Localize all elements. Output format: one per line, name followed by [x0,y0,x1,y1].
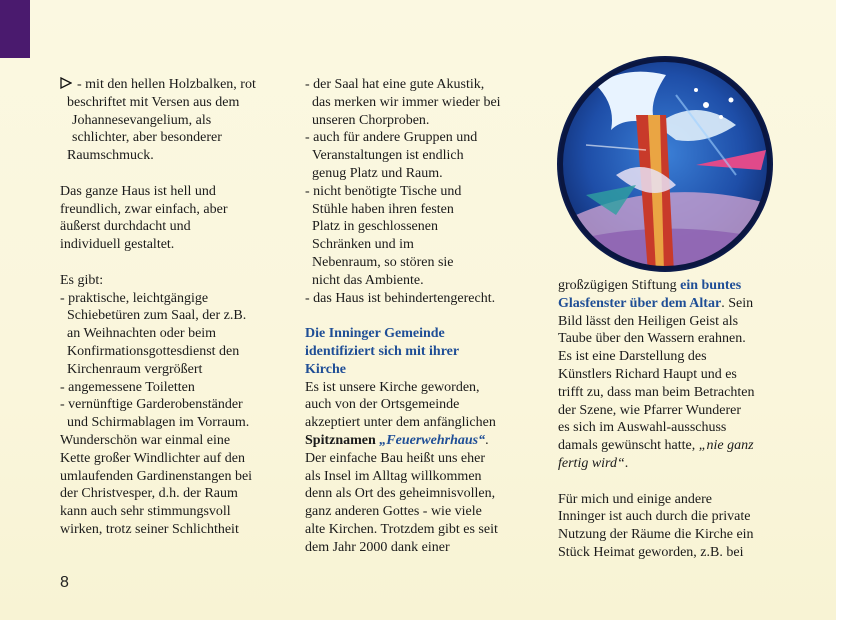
text-column-3 [558,277,783,562]
col3-line: Bild lässt den Heiligen Geist als [558,313,739,329]
col2-line: - der Saal hat eine gute Akustik, [305,77,485,92]
col1-line: Das ganze Haus ist hell und [60,183,216,199]
col2-line: Schränken und im [312,237,414,253]
col2-line: alte Kirchen. Trotzdem gibt es seit [305,521,498,537]
col1-line: äußerst durchdacht und [60,219,191,235]
col2-line: nicht das Ambiente. [312,272,424,288]
col1-line: kann auch sehr stimmungsvoll [60,504,231,520]
quote-text: fertig wird“ [558,455,625,471]
col2-line: Nebenraum, so stören sie [312,254,454,270]
col2-line: Der einfache Bau heißt uns eher [305,450,485,466]
col1-line: - praktische, leichtgängige [60,290,209,306]
col3-line: Nutzung der Räume die Kirche ein [558,527,754,543]
col3-line: Für mich und einige andere [558,491,712,507]
col2-line: unseren Chorproben. [312,112,430,128]
col2-line: genug Platz und Raum. [312,165,443,181]
col1-line: Wunderschön war einmal eine [60,432,231,448]
stained-glass-window-image [556,55,774,273]
col3-line: Inninger ist auch durch die private [558,509,751,525]
highlight-text: ein buntes [680,278,742,293]
col3-line [558,277,783,295]
col2-line: - das Haus ist behindertengerecht. [305,290,496,306]
nickname-line [305,432,535,450]
col1-line [60,76,286,94]
triangle-outline-icon [60,77,72,89]
col3-line: trifft zu, dass man beim Betrachten [558,384,755,400]
col1-line: Johannesevangelium, als [72,112,212,128]
section-heading: Die Inninger Gemeinde [305,326,445,342]
col2-line: Stühle haben ihren festen [312,201,454,217]
col3-line: Es ist eine Darstellung des [558,349,707,365]
col1-line: an Weihnachten oder beim [67,326,217,342]
col1-line: freundlich, zwar einfach, aber [60,201,228,217]
col1-line: Konfirmationsgottesdienst den [67,343,240,359]
col2-line: - auch für andere Gruppen und [305,130,478,146]
col1-line: und Schirmablagen im Vorraum. [67,415,250,431]
col2-line: als Insel im Alltag willkommen [305,468,482,484]
col2-line: - nicht benötigte Tische und [305,183,462,199]
col2-line: denn als Ort des geheimnisvollen, [305,486,496,502]
col2-line: Veranstaltungen ist endlich [312,148,464,164]
col1-line: beschriftet mit Versen aus dem [67,94,240,110]
col3-line [558,295,783,313]
col1-text: - mit den hellen Holzbalken, rot [77,77,256,92]
corner-accent-bar [0,0,30,58]
col3-line [558,437,783,455]
section-heading: Kirche [305,361,346,377]
page-edge-right [836,0,841,624]
col3-line: Künstlers Richard Haupt und es [558,366,737,382]
col3-line: der Szene, wie Pfarrer Wunderer [558,402,742,418]
text-column-2 [305,76,535,557]
col1-line: Schiebetüren zum Saal, der z.B. [67,308,247,324]
col2-line: dem Jahr 2000 dank einer [305,539,450,555]
col1-line: - angemessene Toiletten [60,379,195,395]
col2-line: Platz in geschlossenen [312,219,438,235]
quote-text: „nie ganz [698,438,754,454]
col3-line: Taube über den Wassern erahnen. [558,331,746,347]
col3-line [558,455,783,473]
col1-line: individuell gestaltet. [60,237,175,253]
col3-text: großzügigen Stiftung [558,278,681,293]
col3-text: damals gewünscht hatte, [558,438,699,454]
col1-line: umlaufenden Gardinenstangen bei [60,468,253,484]
col2-line: auch von der Ortsgemeinde [305,397,460,413]
col1-line: Raumschmuck. [67,148,154,164]
col1-line: Kette großer Windlichter auf den [60,450,245,466]
col3-line: es sich im Auswahl-ausschuss [558,420,727,436]
col1-line: Kirchenraum vergrößert [67,361,203,377]
text-column-1 [60,76,286,539]
col3-line: Stück Heimat geworden, z.B. bei [558,544,744,560]
col3-text: . Sein [721,295,754,311]
col1-line: Es gibt: [60,272,104,288]
col1-line: wirken, trotz seiner Schlichtheit [60,521,239,537]
col3-text: . [624,455,629,471]
col1-line: der Christvesper, d.h. der Raum [60,486,238,502]
col2-line: Es ist unsere Kirche geworden, [305,379,480,395]
page-number: 8 [60,574,69,591]
page-edge-bottom [0,620,841,624]
col1-line: schlichter, aber besonderer [72,130,222,146]
nickname-suffix: . [485,432,489,448]
highlight-text: Glasfenster über dem Altar [558,295,722,311]
col2-line: akzeptiert unter dem anfänglichen [305,415,496,431]
col1-line: - vernünftige Garderobenständer [60,397,243,413]
col2-line: ganz anderen Gottes - wie viele [305,504,482,520]
nickname-prefix: Spitznamen [305,432,376,448]
section-heading: identifiziert sich mit ihrer [305,343,460,359]
nickname: „Feuerwehrhaus“ [379,432,486,448]
col2-line: das merken wir immer wieder bei [312,94,501,110]
